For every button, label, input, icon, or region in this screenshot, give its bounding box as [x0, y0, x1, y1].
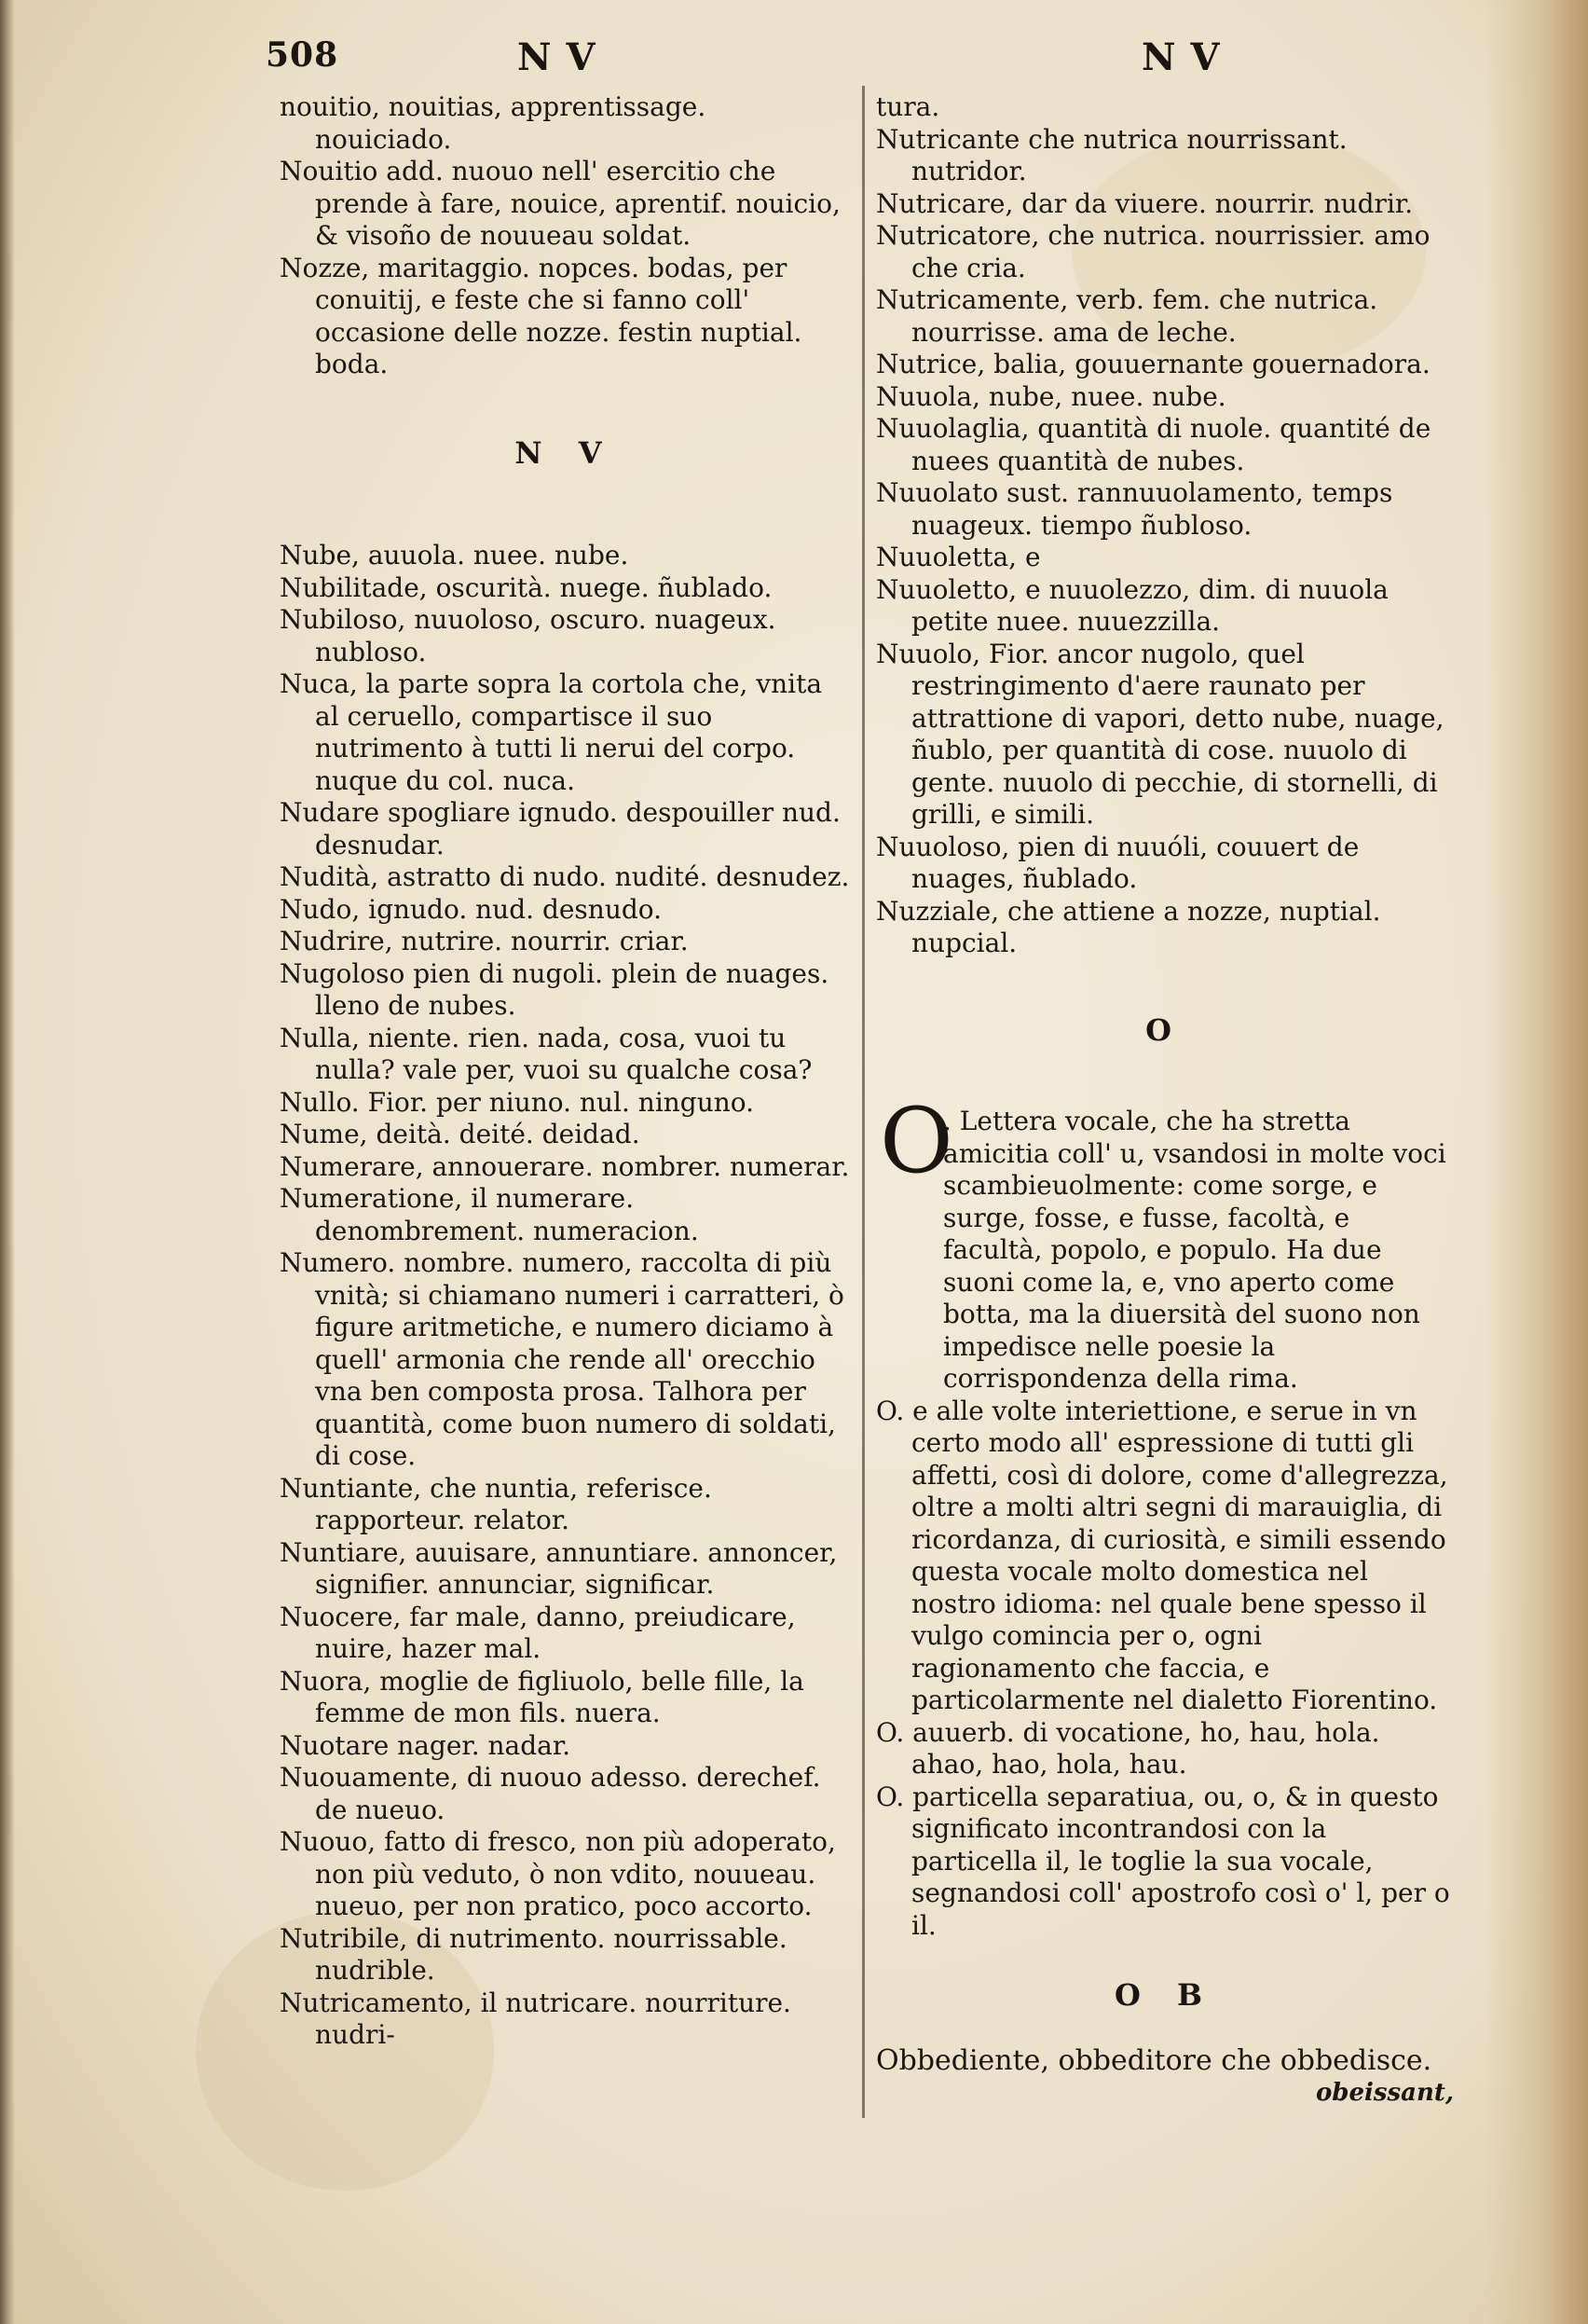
letter-o-text: . Lettera vocale, che ha stretta amicitia coll' u, vsandosi in molte voci scambieuolmente: come sorge, e surge, fosse, e fusse, facoltà, e facultà, popolo, e populo. Ha due suoni come la, e, vno aperto come botta, ma la diuersità del suono non impedisce nelle poesie la corrispondenza della rima.: [943, 1106, 1446, 1394]
section-heading-nv: N V: [514, 434, 615, 471]
dictionary-entry: Nume, deità. deité. deidad.: [280, 1119, 640, 1149]
dictionary-entry: Nuuoletta, e: [876, 542, 1041, 572]
dictionary-entry: Nouitio add. nuouo nell' esercitio che prende à fare, nouice, aprentif. nouicio, & visoño de nouueau soldat.: [280, 156, 841, 251]
dictionary-entry: Obbediente, obbeditore che obbedisce.: [876, 2043, 1432, 2077]
dictionary-entry: O. auuerb. di vocatione, ho, hau, hola. ahao, hao, hola, hau.: [876, 1716, 1380, 1780]
dictionary-entry: Nubilitade, oscurità. nuege. ñublado.: [280, 571, 773, 603]
dictionary-entry: Nutricante che nutrica nourrissant. nutridor.: [876, 123, 1348, 186]
drop-cap-o: O: [880, 1089, 953, 1193]
page-edge-shadow-left: [0, 0, 15, 2324]
page-edge-stain-right: [1485, 0, 1588, 2324]
dictionary-entry: Nutricamente, verb. fem. che nutrica. nourrisse. ama de leche.: [876, 284, 1378, 348]
column-divider: [862, 86, 865, 2118]
dictionary-entry: Nulla, niente. rien. nada, cosa, vuoi tu nulla? vale per, vuoi su qualche cosa?: [280, 1022, 813, 1085]
dictionary-entry: Nudare spogliare ignudo. despouiller nud. desnudar.: [280, 797, 841, 860]
running-head-right: N V: [1142, 35, 1221, 79]
dictionary-entry: Nuuoletto, e nuuolezzo, dim. di nuuola petite nuee. nuuezzilla.: [876, 573, 1389, 637]
dictionary-entry: Nutribile, di nutrimento. nourrissable. nudrible.: [280, 1922, 787, 1986]
dictionary-entry: Nullo. Fior. per niuno. nul. ninguno.: [280, 1086, 755, 1118]
dictionary-entry: Nuzziale, che attiene a nozze, nuptial. nupcial.: [876, 895, 1381, 958]
dictionary-entry: Nutricare, dar da viuere. nourrir. nudrir.: [876, 187, 1414, 219]
dictionary-entry: Nuocere, far male, danno, preiudicare, nuire, hazer mal.: [280, 1601, 796, 1664]
dictionary-entry: Nugoloso pien di nugoli. plein de nuages. lleno de nubes.: [280, 957, 829, 1021]
dictionary-entry: nouitio, nouitias, apprentissage. nouiciado.: [280, 91, 706, 155]
dictionary-entry: Nudrire, nutrire. nourrir. criar.: [280, 926, 689, 956]
section-heading-ob: O B: [1114, 1977, 1216, 2013]
dictionary-entry: Numerare, annouerare. nombrer. numerar.: [280, 1150, 850, 1182]
dictionary-entry: Nuora, moglie de figliuolo, belle fille, la femme de mon fils. nuera.: [280, 1665, 804, 1728]
dictionary-entry: O. particella separatiua, ou, o, & in questo significato incontrandosi con la particella il, le toglie la sua vocale, segnandosi coll' apostrofo così o' l, per o il.: [876, 1781, 1450, 1941]
dictionary-entry: Nube, auuola. nuee. nube.: [280, 540, 629, 571]
letter-o-definition: [876, 1089, 1454, 1396]
running-head-left: N V: [517, 35, 596, 79]
left-column: [280, 91, 850, 2052]
dictionary-entry: Numero. nombre. numero, raccolta di più vnità; si chiamano numeri i carratteri, ò figure aritmetiche, e numero diciamo à quell' armonia che rende all' orecchio vna ben composta prosa. Talhora per quantità, come buon numero di soldati, di cose.: [280, 1247, 844, 1471]
right-column: [876, 91, 1454, 2110]
dictionary-entry: Nuntiare, auuisare, annuntiare. annoncer, signifier. annunciar, significar.: [280, 1536, 838, 1600]
dictionary-entry: Nuuoloso, pien di nuuóli, couuert de nuages, ñublado.: [876, 831, 1360, 894]
dictionary-entry: Nudo, ignudo. nud. desnudo.: [280, 893, 663, 925]
dictionary-entry: Nubiloso, nuuoloso, oscuro. nuageux. nubloso.: [280, 604, 776, 667]
page-number: 508: [266, 35, 339, 75]
dictionary-entry: Nuouamente, di nuouo adesso. derechef. de nueuo.: [280, 1762, 821, 1825]
dictionary-entry: Nudità, astratto di nudo. nudité. desnudez.: [280, 861, 850, 892]
dictionary-entry: Nuuolato sust. rannuuolamento, temps nuageux. tiempo ñubloso.: [876, 477, 1393, 541]
dictionary-entry: Nuouo, fatto di fresco, non più adoperato, non più veduto, ò non vdito, nouueau. nueuo, per non pratico, poco accorto.: [280, 1826, 836, 1921]
dictionary-entry: Nuotare nager. nadar.: [280, 1729, 571, 1761]
dictionary-entry: Nuuolo, Fior. ancor nugolo, quel restringimento d'aere raunato per attrattione di vapori, detto nube, nuage, ñublo, per quantità di cose. nuuolo di gente. nuuolo di pecchie, di stornelli, di grilli, e simili.: [876, 638, 1444, 830]
dictionary-entry: Nuuola, nube, nuee. nube.: [876, 380, 1226, 412]
dictionary-entry: tura.: [876, 91, 940, 122]
dictionary-entry: Nutricamento, il nutricare. nourriture. nudri-: [280, 1987, 791, 2050]
dictionary-entry: Nuca, la parte sopra la cortola che, vnita al ceruello, compartisce il suo nutrimento à tutti li nerui del corpo. nuque du col. nuca.: [280, 668, 823, 796]
dictionary-entry: Nutricatore, che nutrica. nourrissier. amo che cria.: [876, 220, 1431, 283]
dictionary-entry: Nozze, maritaggio. nopces. bodas, per conuitij, e feste che si fanno coll' occasione delle nozze. festin nuptial. boda.: [280, 252, 802, 379]
dictionary-entry: O. e alle volte interiettione, e serue in vn certo modo all' espressione di tutti gli affetti, così di dolore, come d'allegrezza, oltre a molti altri segni di marauiglia, di ricordanza, di curiosità, e simili essendo questa vocale molto domestica nel nostro idioma: nel quale bene spesso il vulgo comincia per o, ogni ragionamento che faccia, e particolarmente nel dialetto Fiorentino.: [876, 1395, 1448, 1715]
dictionary-entry: Nutrice, balia, gouuernante gouernadora.: [876, 349, 1431, 379]
dictionary-entry-continuation: obeissant,: [1315, 2079, 1454, 2107]
dictionary-entry: Nuntiante, che nuntia, referisce. rapporteur. relator.: [280, 1472, 712, 1535]
dictionary-entry: Nuuolaglia, quantità di nuole. quantité de nuees quantità de nubes.: [876, 413, 1431, 476]
dictionary-entry: Numeratione, il numerare. denombrement. numeracion.: [280, 1183, 699, 1246]
section-heading-o: O: [1145, 1011, 1184, 1048]
